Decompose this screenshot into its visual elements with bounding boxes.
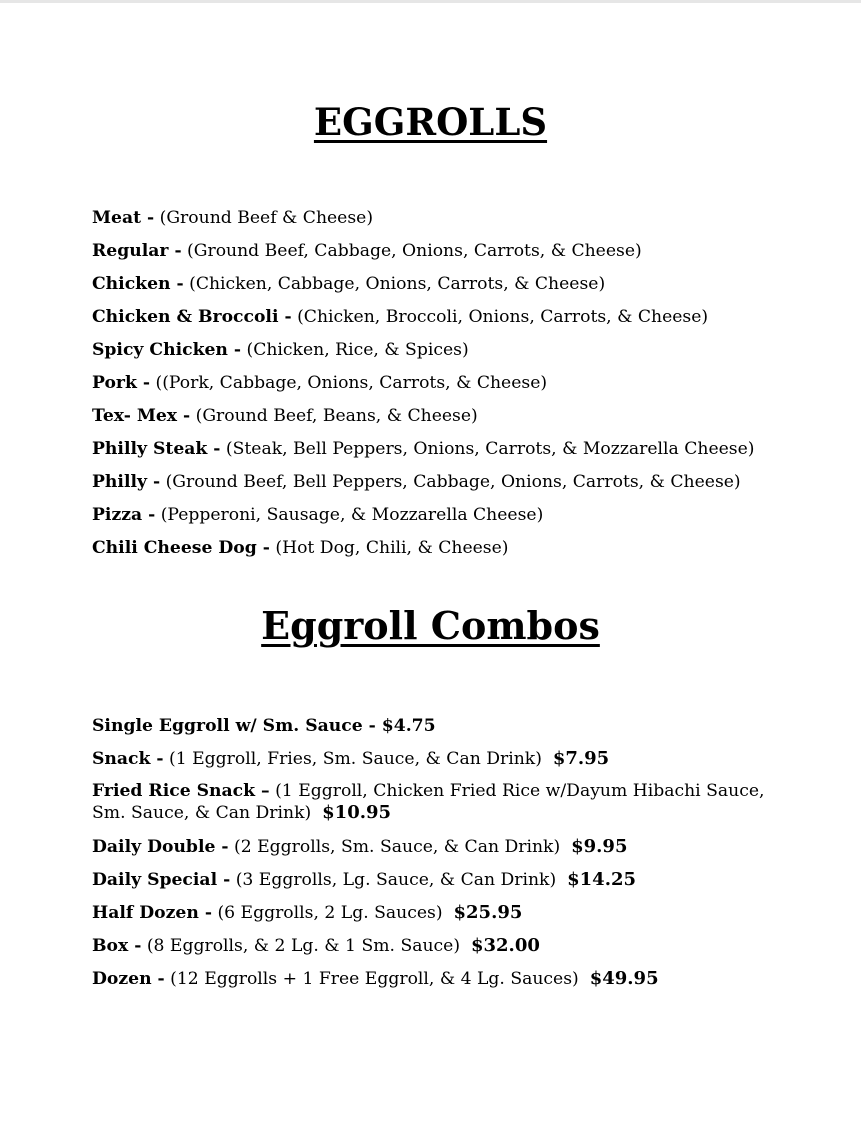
eggrolls-list	[92, 207, 792, 570]
item-name: Fried Rice Snack –	[92, 781, 270, 801]
list-item	[92, 372, 792, 405]
item-price: $32.00	[470, 935, 540, 956]
item-price: $25.95	[453, 902, 523, 923]
list-item	[92, 869, 792, 902]
item-description: (Ground Beef, Cabbage, Onions, Carrots, & Cheese)	[187, 241, 642, 261]
item-price: $14.25	[567, 869, 637, 890]
item-description: (Hot Dog, Chili, & Cheese)	[275, 538, 509, 558]
list-item	[92, 207, 792, 240]
item-description: (3 Eggrolls, Lg. Sauce, & Can Drink)	[235, 870, 557, 890]
item-description: (1 Eggroll, Chicken Fried Rice w/Dayum Hibachi Sauce, Sm. Sauce, & Can Drink)	[92, 781, 765, 823]
list-item	[92, 240, 792, 273]
item-name: Regular -	[92, 241, 182, 261]
list-item	[92, 935, 792, 968]
item-name: Dozen -	[92, 969, 165, 989]
list-item	[92, 748, 792, 781]
item-price: $49.95	[589, 968, 659, 989]
item-name: Snack -	[92, 749, 164, 769]
list-item	[92, 902, 792, 935]
item-name: Meat -	[92, 208, 155, 228]
item-price: $10.95	[322, 802, 392, 823]
item-name: Daily Special -	[92, 870, 231, 890]
item-description: (Steak, Bell Peppers, Onions, Carrots, & Mozzarella Cheese)	[225, 439, 755, 459]
item-name: Half Dozen -	[92, 903, 212, 923]
list-item	[92, 273, 792, 306]
item-name: Chicken & Broccoli -	[92, 307, 292, 327]
item-description: (6 Eggrolls, 2 Lg. Sauces)	[217, 903, 443, 923]
item-name: Tex- Mex -	[92, 406, 191, 426]
combos-heading: Eggroll Combos	[261, 603, 600, 648]
item-description: (Chicken, Rice, & Spices)	[246, 340, 469, 360]
item-name: Daily Double -	[92, 837, 229, 857]
item-name: Pizza -	[92, 505, 156, 525]
item-description: ((Pork, Cabbage, Onions, Carrots, & Cheese)	[155, 373, 548, 393]
item-description: (Ground Beef & Cheese)	[159, 208, 374, 228]
item-name: Box -	[92, 936, 142, 956]
list-item	[92, 715, 792, 748]
list-item	[92, 836, 792, 869]
item-description: (12 Eggrolls + 1 Free Eggroll, & 4 Lg. Sauces)	[170, 969, 579, 989]
list-item	[92, 438, 792, 471]
item-description: (Chicken, Broccoli, Onions, Carrots, & Cheese)	[297, 307, 709, 327]
list-item	[92, 405, 792, 438]
item-price: $9.95	[571, 836, 628, 857]
item-name: Philly -	[92, 472, 161, 492]
list-item	[92, 968, 792, 1001]
list-item	[92, 339, 792, 372]
list-item	[92, 471, 792, 504]
item-name: Philly Steak -	[92, 439, 221, 459]
item-description: (Chicken, Cabbage, Onions, Carrots, & Cheese)	[189, 274, 606, 294]
item-description: (2 Eggrolls, Sm. Sauce, & Can Drink)	[234, 837, 561, 857]
item-name: Single Eggroll w/ Sm. Sauce - $4.75	[92, 716, 436, 736]
eggrolls-heading: EGGROLLS	[313, 100, 548, 144]
item-name: Chili Cheese Dog -	[92, 538, 270, 558]
item-description: (1 Eggroll, Fries, Sm. Sauce, & Can Drink)	[169, 749, 542, 769]
list-item	[92, 306, 792, 339]
item-description: (Ground Beef, Beans, & Cheese)	[195, 406, 478, 426]
item-description: (Pepperoni, Sausage, & Mozzarella Cheese)	[160, 505, 544, 525]
combos-list	[92, 715, 792, 1001]
list-item	[92, 537, 792, 570]
item-description: (8 Eggrolls, & 2 Lg. & 1 Sm. Sauce)	[146, 936, 461, 956]
item-name: Chicken -	[92, 274, 184, 294]
item-name: Spicy Chicken -	[92, 340, 242, 360]
item-description: (Ground Beef, Bell Peppers, Cabbage, Onions, Carrots, & Cheese)	[165, 472, 741, 492]
list-item	[92, 781, 772, 836]
list-item	[92, 504, 792, 537]
item-price: $7.95	[552, 748, 610, 769]
item-name: Pork -	[92, 373, 151, 393]
